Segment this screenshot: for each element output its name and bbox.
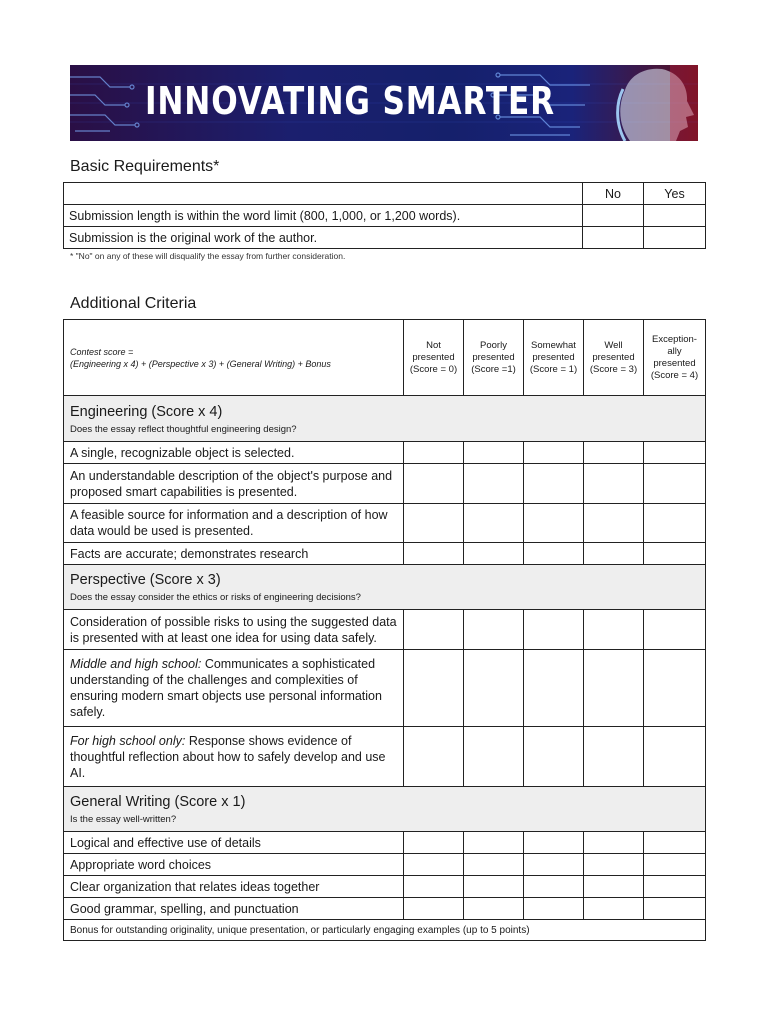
- criteria-header-row: [64, 320, 706, 396]
- table-header-row: [64, 183, 706, 205]
- no-cell[interactable]: [583, 205, 644, 227]
- perspective-question: Does the essay consider the ethics or risks of engineering decisions?: [70, 592, 361, 603]
- col-well-presented: Well presented (Score = 3): [584, 320, 644, 396]
- col-yes-header: Yes: [644, 183, 706, 205]
- table-row: Appropriate word choices: [64, 854, 706, 876]
- basic-requirements-table: [63, 182, 706, 249]
- engineering-question: Does the essay reflect thoughtful engineering design?: [70, 423, 297, 435]
- table-row: [64, 227, 706, 249]
- basic-requirements-heading: Basic Requirements*: [70, 158, 220, 175]
- table-row: For high school only: Response shows evidence of thoughtful reflection about how to safely develop and use AI.: [64, 727, 706, 787]
- table-row: [64, 205, 706, 227]
- bonus-row: [64, 920, 706, 941]
- table-row: Consideration of possible risks to using the suggested data is presented with at least one idea for using data safely.: [64, 610, 706, 650]
- table-row: A feasible source for information and a description of how data would be used is presented.: [64, 504, 706, 543]
- banner: [70, 65, 698, 141]
- col-not-presented: Not presented (Score = 0): [404, 320, 464, 396]
- bonus-text: Bonus for outstanding originality, unique presentation, or particularly engaging examples (up to 5 points): [64, 920, 706, 941]
- table-row: Clear organization that relates ideas together: [64, 876, 706, 898]
- table-row: Logical and effective use of details: [64, 832, 706, 854]
- criteria-table: [63, 319, 706, 941]
- general-writing-section-row: [64, 787, 706, 832]
- col-poorly-presented: Poorly presented (Score =1): [464, 320, 524, 396]
- table-row: Facts are accurate; demonstrates research: [64, 543, 706, 565]
- contest-score-formula: Contest score = (Engineering x 4) + (Perspective x 3) + (General Writing) + Bonus: [64, 320, 404, 396]
- requirement-label: Submission length is within the word limit (800, 1,000, or 1,200 words).: [64, 205, 583, 227]
- col-exceptionally-presented: Exception- ally presented (Score = 4): [644, 320, 706, 396]
- yes-cell[interactable]: [644, 205, 706, 227]
- yes-cell[interactable]: [644, 227, 706, 249]
- table-row: Good grammar, spelling, and punctuation: [64, 898, 706, 920]
- general-writing-question: Is the essay well-written?: [70, 814, 177, 825]
- engineering-title: Engineering (Score x 4): [70, 403, 223, 420]
- table-row: Middle and high school: Communicates a sophisticated understanding of the challenges and complexities of ensuring modern smart objects use personal information safely.: [64, 650, 706, 727]
- disqualify-footnote: * "No" on any of these will disqualify the essay from further consideration.: [70, 251, 346, 261]
- additional-criteria-heading: Additional Criteria: [70, 295, 197, 312]
- perspective-title: Perspective (Score x 3): [70, 572, 221, 588]
- perspective-section-row: [64, 565, 706, 610]
- requirement-label: Submission is the original work of the author.: [64, 227, 583, 249]
- col-no-header: No: [583, 183, 644, 205]
- table-row: An understandable description of the object's purpose and proposed smart capabilities is presented.: [64, 464, 706, 504]
- banner-title: INNOVATING SMARTER: [145, 79, 555, 123]
- table-row: A single, recognizable object is selected.: [64, 442, 706, 464]
- engineering-section-row: [64, 396, 706, 442]
- general-writing-title: General Writing (Score x 1): [70, 794, 246, 810]
- no-cell[interactable]: [583, 227, 644, 249]
- col-somewhat-presented: Somewhat presented (Score = 1): [524, 320, 584, 396]
